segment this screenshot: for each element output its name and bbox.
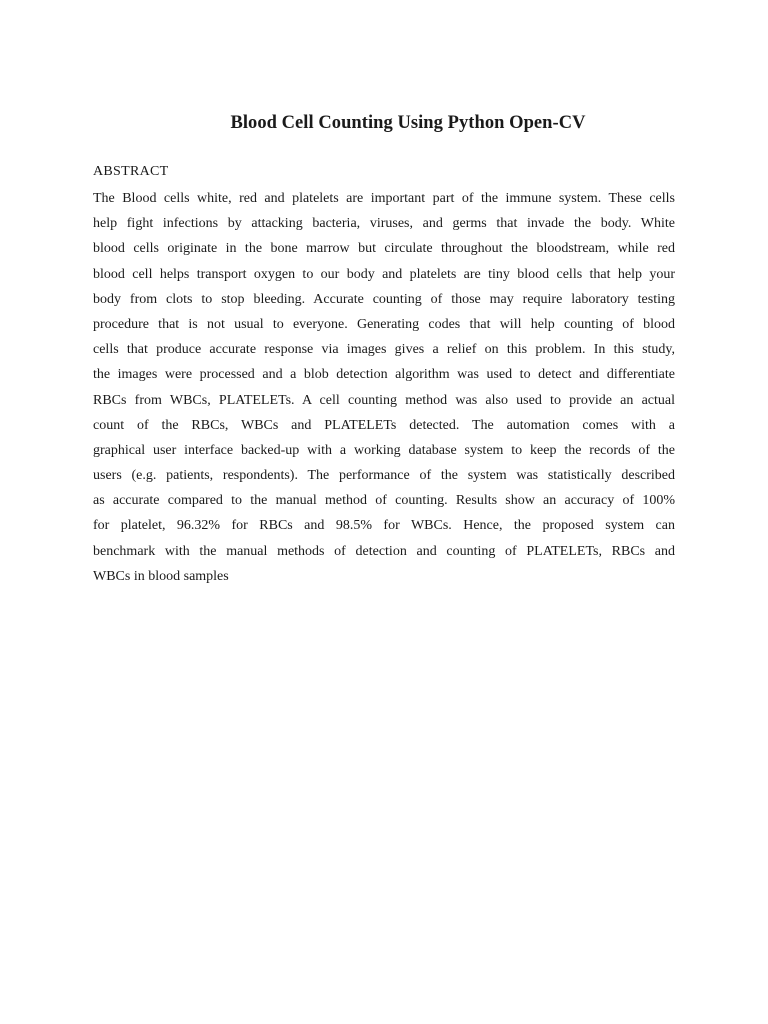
abstract-line: blood cells originate in the bone marrow but circulate throughout the bloodstream, while red [93, 241, 675, 257]
abstract-line: help fight infections by attacking bacteria, viruses, and germs that invade the body. White [93, 216, 675, 232]
abstract-line: blood cell helps transport oxygen to our body and platelets are tiny blood cells that help your [93, 266, 675, 282]
abstract-line: WBCs in blood samples [93, 568, 229, 584]
abstract-line: benchmark with the manual methods of detection and counting of PLATELETs, RBCs and [93, 543, 675, 559]
abstract-line: as accurate compared to the manual method of counting. Results show an accuracy of 100% [93, 493, 675, 509]
abstract-line: RBCs from WBCs, PLATELETs. A cell counting method was also used to provide an actual [93, 392, 675, 408]
abstract-line: The Blood cells white, red and platelets are important part of the immune system. These cells [93, 191, 675, 206]
abstract-line: the images were processed and a blob detection algorithm was used to detect and differentiate [93, 367, 675, 383]
abstract-heading: ABSTRACT [93, 164, 169, 179]
abstract-line: count of the RBCs, WBCs and PLATELETs detected. The automation comes with a [93, 417, 675, 433]
abstract-line: users (e.g. patients, respondents). The performance of the system was statistically described [93, 468, 675, 484]
abstract-line: procedure that is not usual to everyone. Generating codes that will help counting of blood [93, 316, 675, 332]
abstract-line: body from clots to stop bleeding. Accurate counting of those may require laboratory testing [93, 291, 675, 307]
abstract-body [93, 186, 675, 589]
abstract-line: for platelet, 96.32% for RBCs and 98.5% for WBCs. Hence, the proposed system can [93, 518, 675, 534]
abstract-line: graphical user interface backed-up with a working database system to keep the records of the [93, 442, 675, 458]
abstract-line: cells that produce accurate response via images gives a relief on this problem. In this study, [93, 342, 675, 358]
paper-title: Blood Cell Counting Using Python Open-CV [230, 113, 586, 133]
